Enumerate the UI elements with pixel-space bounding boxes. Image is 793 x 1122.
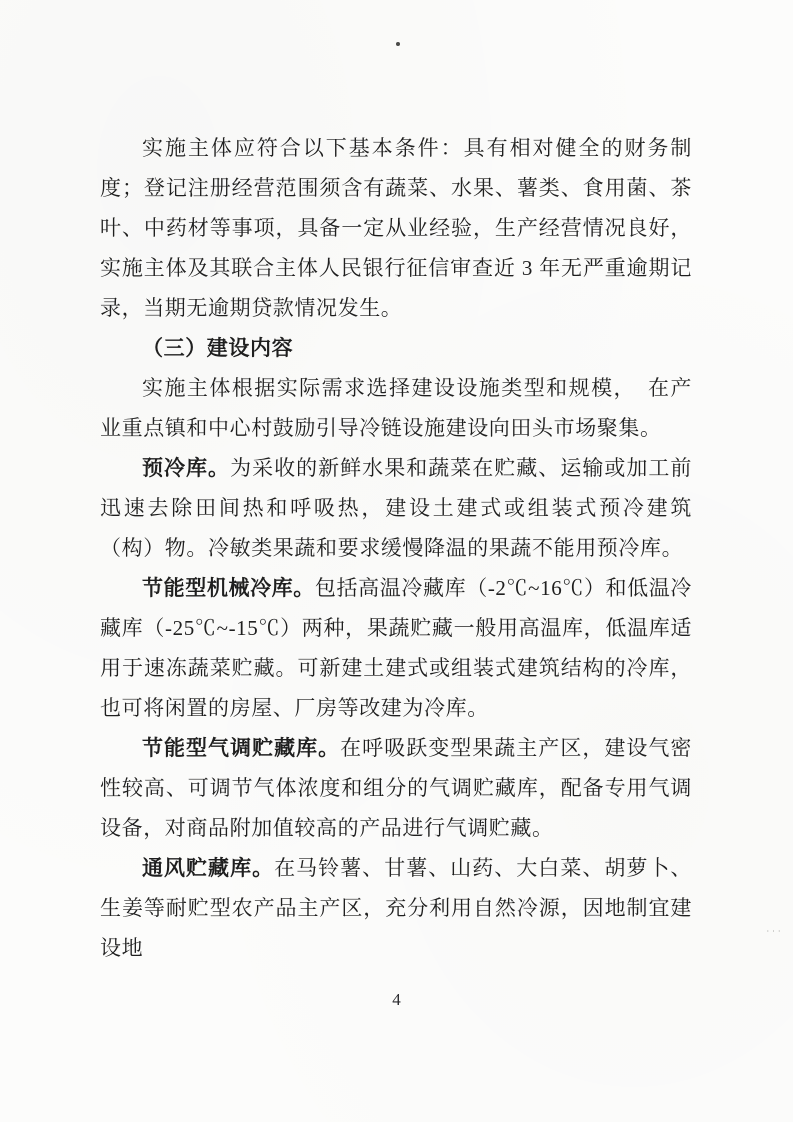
term-ventilated-storage: 通风贮藏库。 [142,856,275,880]
page-number: 4 [392,990,401,1009]
paragraph-eligibility-conditions: 实施主体应符合以下基本条件：具有相对健全的财务制度；登记注册经营范围须含有蔬菜、水果、薯类、食用菌、茶叶、中药材等事项，具备一定从业经验，生产经营情况良好，实施主体及其联合主体人民银行征信审查近 3 年无严重逾期记录，当期无逾期贷款情况发生。 [100,136,692,320]
ink-dot [396,42,400,46]
body-text [100,128,692,968]
term-controlled-atmosphere-storage: 节能型气调贮藏库。 [142,736,341,760]
paragraph-energy-saving-mechanical-cold-store [100,568,692,728]
paragraph-precooling-storage [100,448,692,568]
term-energy-saving-mechanical-cold-store: 节能型机械冷库。 [142,576,315,600]
paragraph-ventilated-storage [100,848,692,968]
paragraph-controlled-atmosphere-storage [100,728,692,848]
section-heading-construction-content: （三）建设内容 [142,336,294,360]
scan-smudge: ··· [766,927,784,936]
paragraph-text: 为采收的新鲜水果和蔬菜在贮藏、运输或加工前迅速去除田间热和呼吸热，建设土建式或组装式预冷建筑（构）物。冷敏类果蔬和要求缓慢降温的果蔬不能用预冷库。 [100,456,692,560]
paragraph-text: 在马铃薯、甘薯、山药、大白菜、胡萝卜、生姜等耐贮型农产品主产区，充分利用自然冷源，因地制宜建设地 [100,856,692,960]
paragraph-text: 包括高温冷藏库（-2℃~16℃）和低温冷藏库（-25℃~-15℃）两种，果蔬贮藏一般用高温库，低温库适用于速冻蔬菜贮藏。可新建土建式或组装式建筑结构的冷库，也可将闲置的房屋、厂房等改建为冷库。 [100,576,692,720]
paragraph-text: 在呼吸跃变型果蔬主产区，建设气密性较高、可调节气体浓度和组分的气调贮藏库，配备专用气调设备，对商品附加值较高的产品进行气调贮藏。 [100,736,692,840]
term-precooling-storage: 预冷库。 [142,456,231,480]
paragraph-facility-selection: 实施主体根据实际需求选择建设设施类型和规模， 在产业重点镇和中心村鼓励引导冷链设施建设向田头市场聚集。 [100,376,692,440]
